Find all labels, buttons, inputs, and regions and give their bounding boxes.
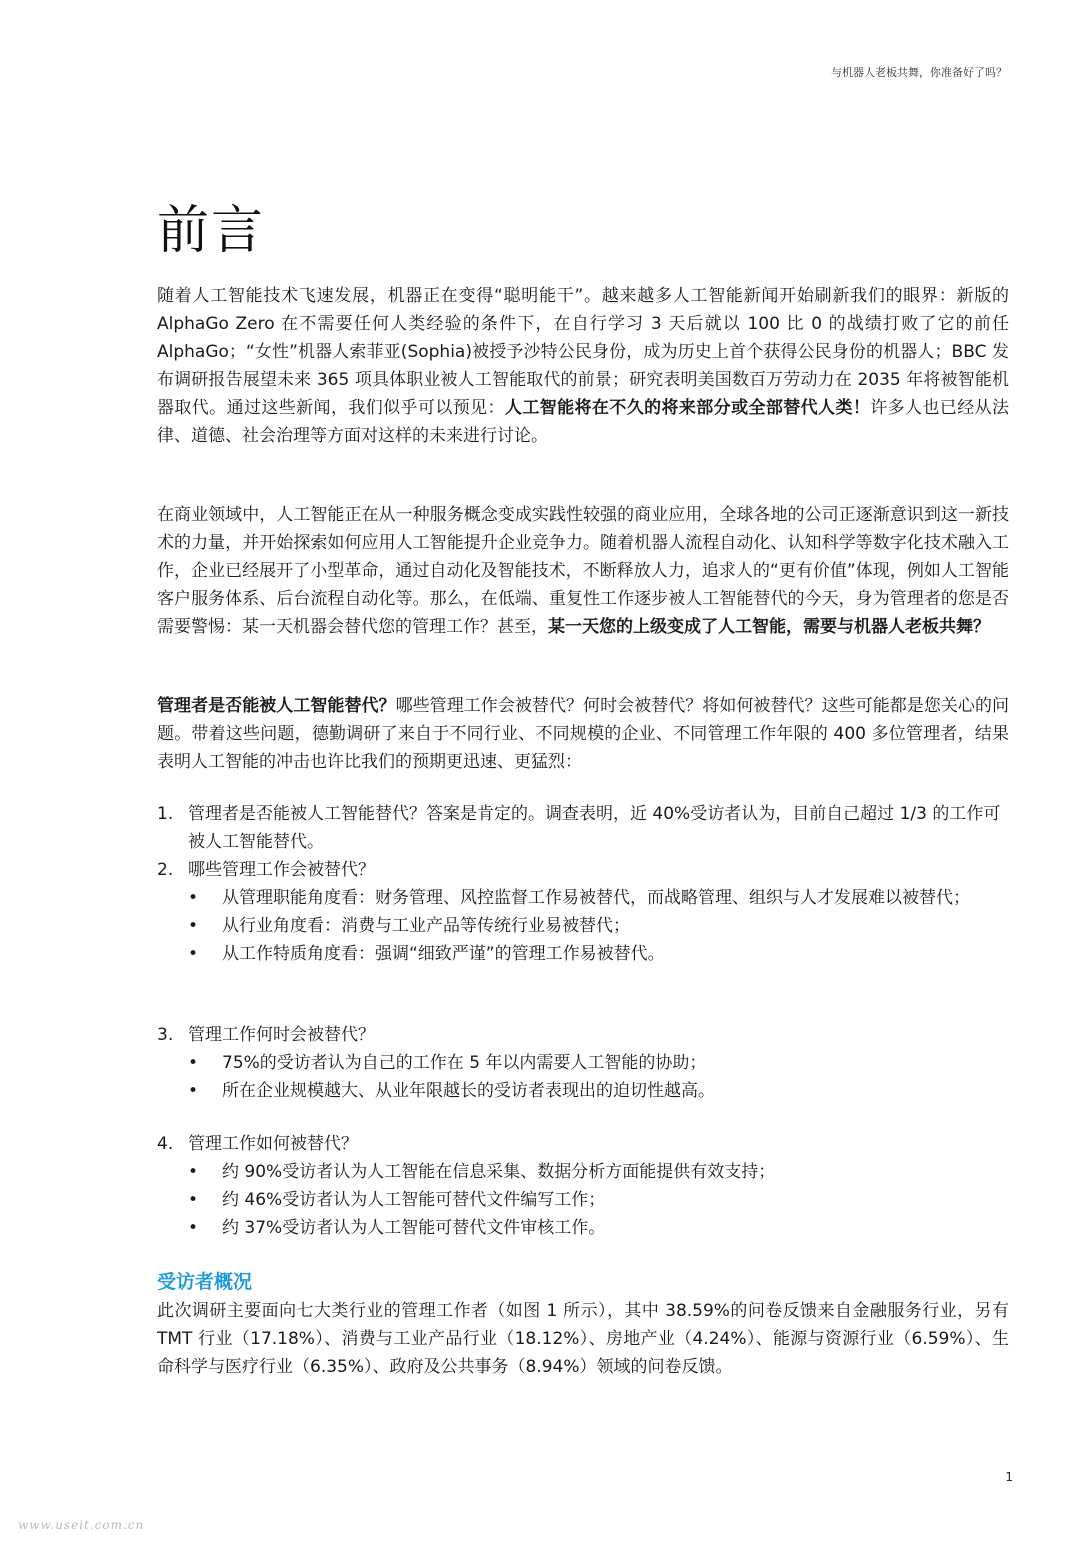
findings-item-3 <box>157 1021 1009 1105</box>
findings-number: 2. <box>157 860 174 880</box>
list-item <box>157 884 1009 912</box>
list-item <box>157 1214 1009 1242</box>
bullet-icon: • <box>188 1218 199 1238</box>
section-paragraph: 此次调研主要面向七大类行业的管理工作者（如图 1 所示），其中 38.59%的问卷反馈来自金融服务行业，另有 TMT 行业（17.18%）、消费与工业产品行业（18.12%）、房地产业（4.24%）、能源与资源行业（6.59%）、生命科学与医疗行业（6.35%）、政府及公共事务（8.94%）领域的问卷反馈。 <box>157 1301 1009 1377</box>
bullet-icon: • <box>188 888 199 908</box>
bullet-icon: • <box>188 944 199 964</box>
intro-paragraph-1-emphasis: 人工智能将在不久的将来部分或全部替代人类！ <box>504 398 871 418</box>
bullet-text: 从管理职能角度看：财务管理、风控监督工作易被替代，而战略管理、组织与人才发展难以被替代； <box>222 888 970 908</box>
bullet-text: 从行业角度看：消费与工业产品等传统行业易被替代； <box>222 916 630 936</box>
bullet-text: 所在企业规模越大、从业年限越长的受访者表现出的迫切性越高。 <box>222 1081 715 1101</box>
watermark: www.useit.com.cn <box>18 1518 145 1532</box>
findings-number: 1. <box>157 804 174 824</box>
bullet-icon: • <box>188 1053 199 1073</box>
page-title: 前言 <box>157 201 266 261</box>
intro-paragraph-3 <box>157 692 1009 776</box>
list-item <box>157 1158 1009 1186</box>
list-item <box>157 912 1009 940</box>
list-item <box>157 1049 1009 1077</box>
bullet-icon: • <box>188 1190 199 1210</box>
list-item <box>157 1186 1009 1214</box>
intro-paragraph-2-text: 在商业领域中，人工智能正在从一种服务概念变成实践性较强的商业应用，全球各地的公司正逐渐意识到这一新技术的力量，并开始探索如何应用人工智能提升企业竞争力。随着机器人流程自动化、认知科学等数字化技术融入工作，企业已经展开了小型革命，通过自动化及智能技术，不断释放人力，追求人的“更有价值”体现，例如人工智能客户服务体系、后台流程自动化等。那么，在低端、重复性工作逐步被人工智能替代的今天，身为管理者的您是否需要警惕：某一天机器会替代您的管理工作？甚至， <box>157 505 1009 637</box>
bullet-text: 约 90%受访者认为人工智能在信息采集、数据分析方面能提供有效支持； <box>222 1162 776 1182</box>
findings-item-2 <box>157 856 1009 968</box>
intro-paragraph-1 <box>157 282 1009 450</box>
page-number: 1 <box>1005 1470 1013 1484</box>
findings-text: 哪些管理工作会被替代？ <box>188 860 375 880</box>
findings-text: 管理者是否能被人工智能替代？答案是肯定的。调查表明，近 40%受访者认为，目前自己超过 1/3 的工作可被人工智能替代。 <box>188 804 1001 852</box>
bullet-icon: • <box>188 1081 199 1101</box>
findings-text: 管理工作何时会被替代？ <box>188 1025 375 1045</box>
intro-paragraph-2 <box>157 501 1009 641</box>
list-item <box>157 1077 1009 1105</box>
findings-text: 管理工作如何被替代？ <box>188 1134 358 1154</box>
findings-number: 4. <box>157 1134 174 1154</box>
bullet-icon: • <box>188 1162 199 1182</box>
bullet-icon: • <box>188 916 199 936</box>
intro-paragraph-1-tail: 许多人也已经从法律、道德、社会治理等方面对这样的未来进行讨论。 <box>157 398 1010 446</box>
bullet-text: 约 46%受访者认为人工智能可替代文件编写工作； <box>222 1190 606 1210</box>
intro-paragraph-3-text: 哪些管理工作会被替代？何时会被替代？将如何被替代？这些可能都是您关心的问题。带着这些问题，德勤调研了来自于不同行业、不同规模的企业、不同管理工作年限的 400 多位管理者，结果表明人工智能的冲击也许比我们的预期更迅速、更猛烈： <box>157 696 1010 772</box>
bullet-text: 从工作特质角度看：强调“细致严谨”的管理工作易被替代。 <box>222 944 665 964</box>
intro-paragraph-1-text: 随着人工智能技术飞速发展，机器正在变得“聪明能干”。越来越多人工智能新闻开始刷新我们的眼界：新版的 AlphaGo Zero 在不需要任何人类经验的条件下，在自行学习 3 天后就以 100 比 0 的战绩打败了它的前任 AlphaGo；“女性”机器人索菲亚(Sophia)被授予沙特公民身份，成为历史上首个获得公民身份的机器人；BBC 发布调研报告展望未来 365 项具体职业被人工智能取代的前景；研究表明美国数百万劳动力在 2035 年将被智能机器取代。通过这些新闻，我们似乎可以预见： <box>157 286 1009 418</box>
section-heading: 受访者概况 <box>157 1271 253 1293</box>
findings-number: 3. <box>157 1025 174 1045</box>
intro-paragraph-3-emphasis: 管理者是否能被人工智能替代？ <box>157 696 396 716</box>
findings-item-4 <box>157 1130 1009 1242</box>
findings-item-1 <box>157 800 1009 856</box>
bullet-text: 75%的受访者认为自己的工作在 5 年以内需要人工智能的协助； <box>222 1053 707 1073</box>
list-item <box>157 940 1009 968</box>
intro-paragraph-2-emphasis: 某一天您的上级变成了人工智能，需要与机器人老板共舞？ <box>548 617 990 637</box>
running-head: 与机器人老板共舞，你准备好了吗？ <box>831 66 1007 79</box>
bullet-text: 约 37%受访者认为人工智能可替代文件审核工作。 <box>222 1218 606 1238</box>
